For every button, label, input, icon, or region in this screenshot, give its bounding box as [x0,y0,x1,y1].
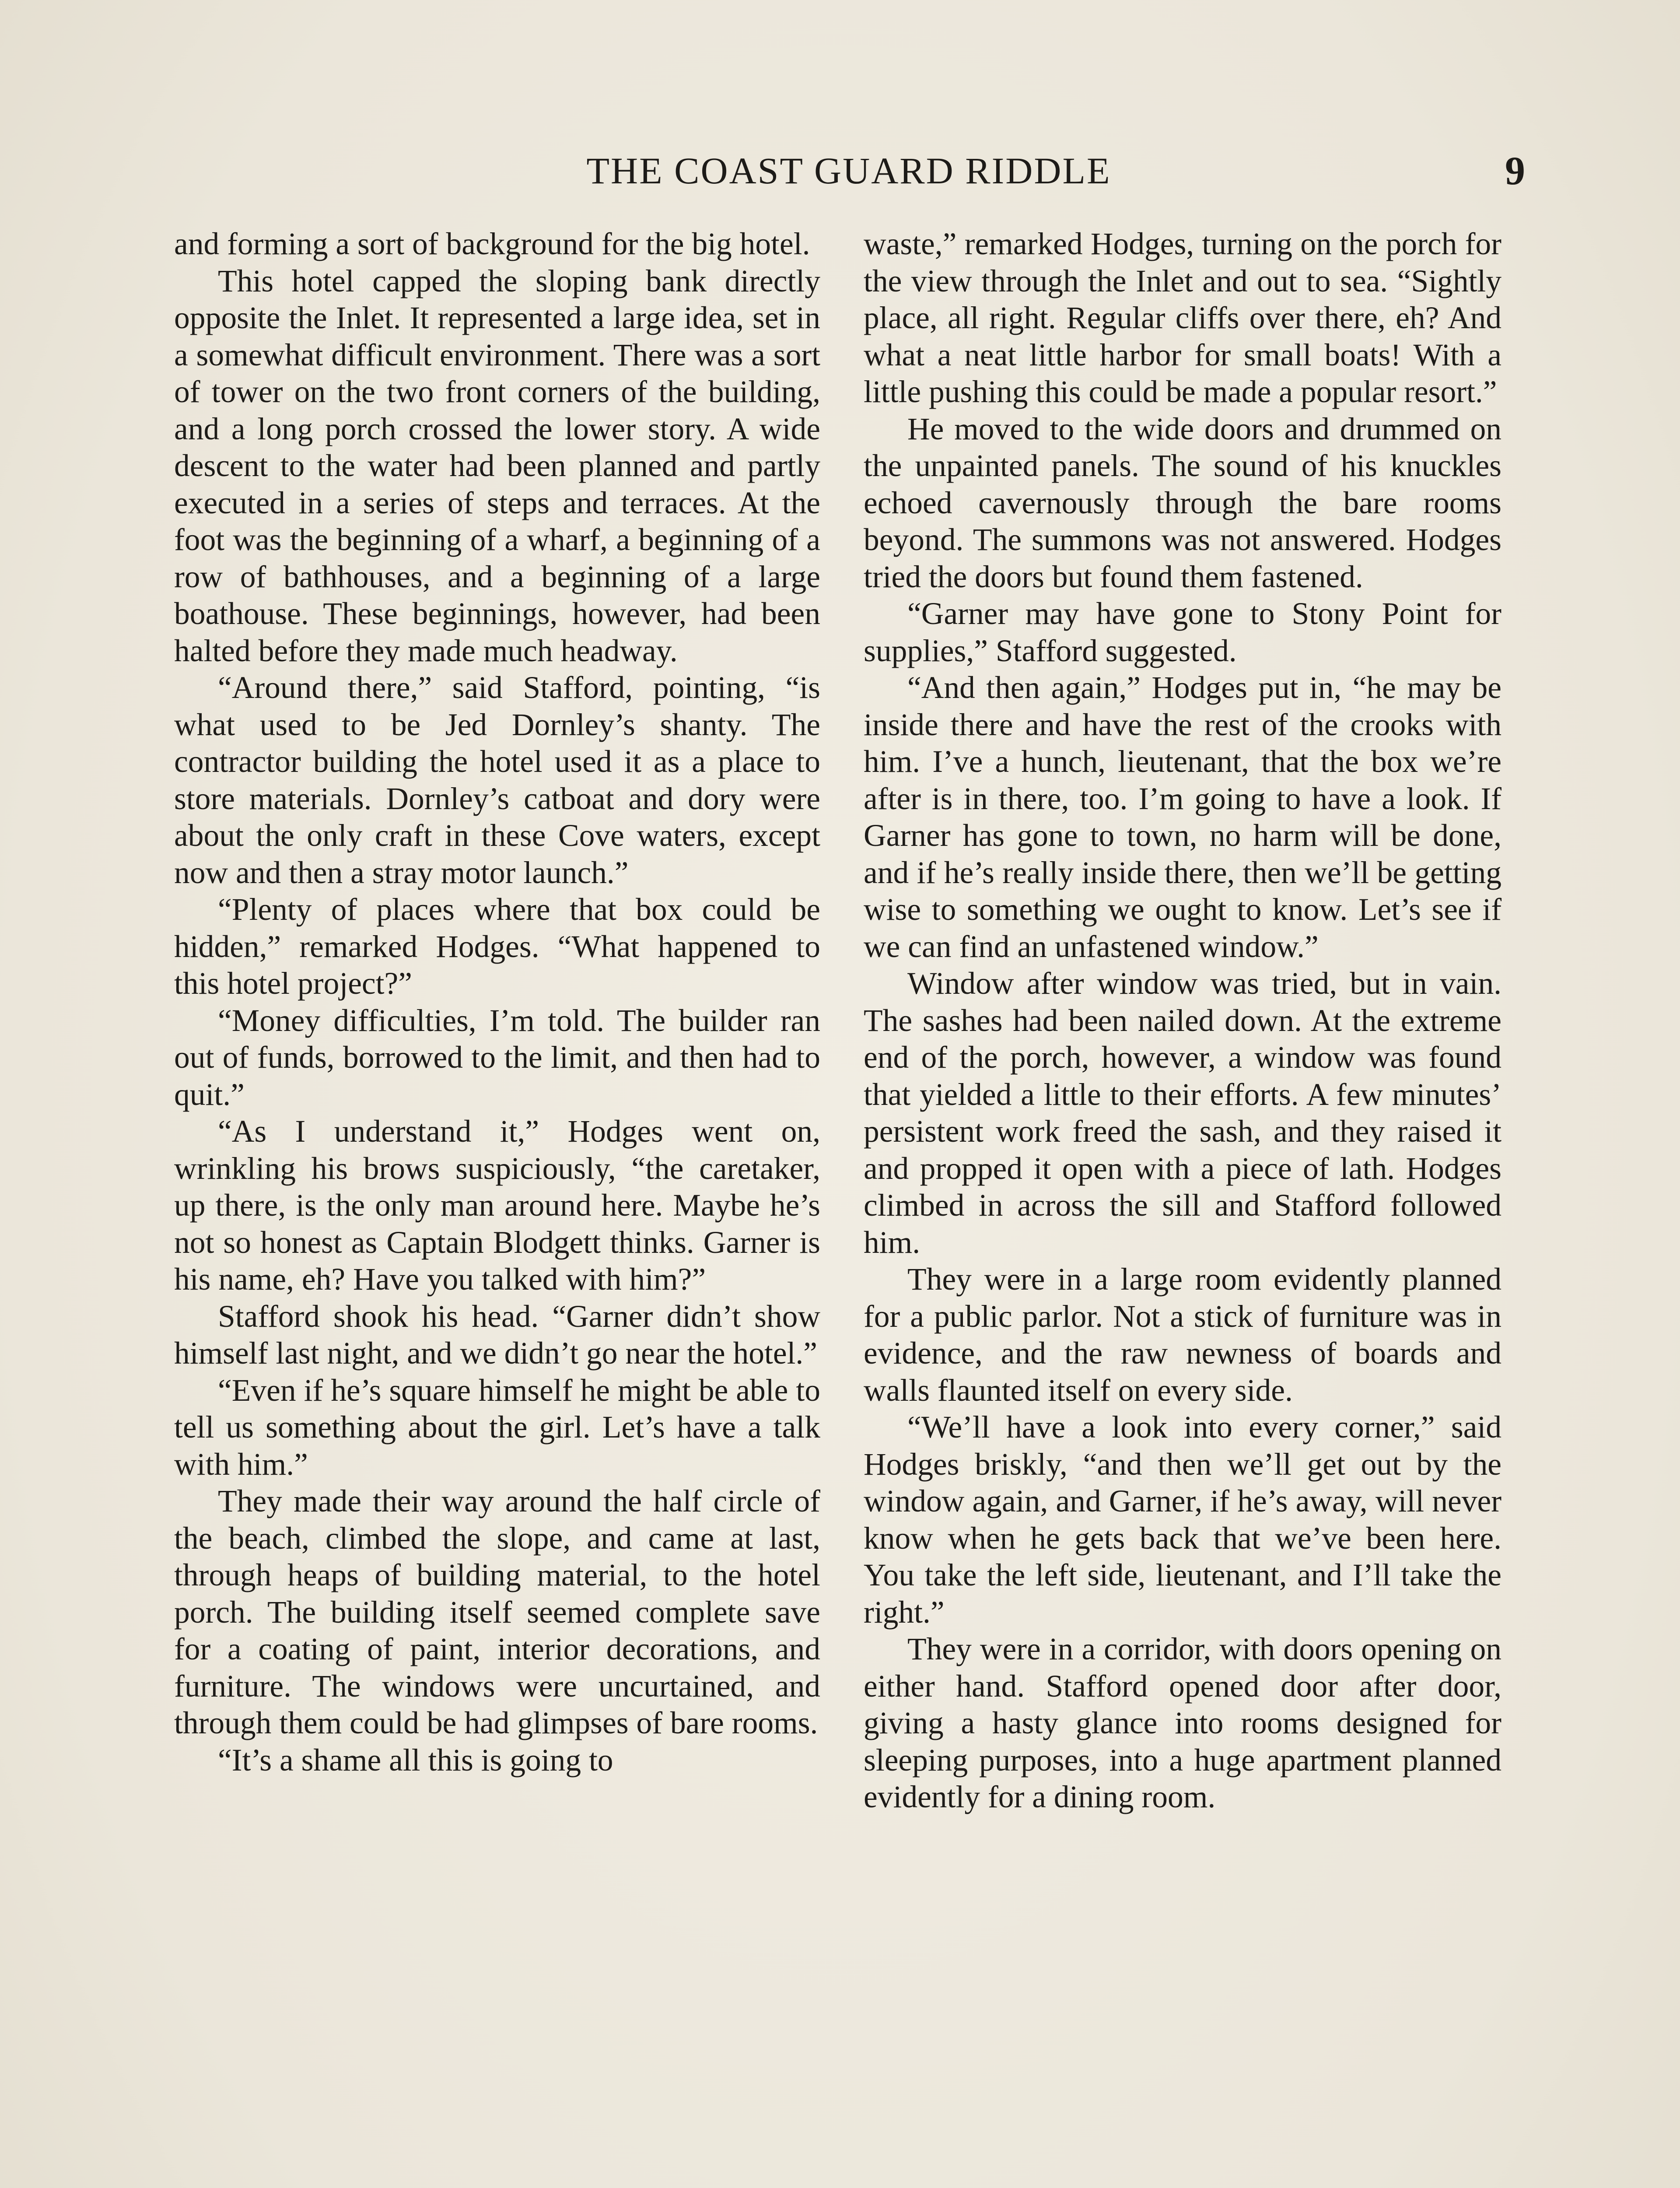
paragraph: and forming a sort of background for the big hotel. [174,227,810,261]
paragraph: They were in a corridor, with doors opening on either hand. Stafford opened door after door, giving a hasty glance into rooms designed for sleeping purposes, into a huge apartment planned evidently for a dining room. [864,1632,1502,1814]
paragraph: “We’ll have a look into every corner,” said Hodges briskly, “and then we’ll get out by the window again, and Garner, if he’s away, will never know when he gets back that we’ve been here. You take the left side, lieutenant, and I’ll take the right.” [864,1410,1502,1630]
paragraph: “Garner may have gone to Stony Point for supplies,” Stafford suggested. [864,596,1502,668]
paragraph: “As I understand it,” Hodges went on, wrinkling his brows suspiciously, “the caretaker, up there, is the only man around here. Maybe he’s not so honest as Captain Blodgett thinks. Garner is his name, eh? Have you talked with him?” [174,1114,820,1297]
paragraph: This hotel capped the sloping bank directly opposite the Inlet. It represented a large idea, set in a somewhat difficult environment. There was a sort of tower on the two front corners of the building, and a long porch crossed the lower story. A wide descent to the water had been planned and partly executed in a series of steps and terraces. At the foot was the beginning of a wharf, a beginning of a row of bathhouses, and a beginning of a large boathouse. These beginnings, however, had been halted before they made much headway. [174,263,820,668]
running-header [0,144,1680,197]
paragraph: “Even if he’s square himself he might be able to tell us something about the girl. Let’s have a talk with him.” [174,1373,820,1482]
paragraph: Stafford shook his head. “Garner didn’t show himself last night, and we didn’t go near the hotel.” [174,1299,820,1371]
text-column-right [864,226,1502,1816]
paragraph: “Around there,” said Stafford, pointing, “is what used to be Jed Dornley’s shanty. The contractor building the hotel used it as a place to store materials. Dornley’s catboat and dory were about the only craft in these Cove waters, except now and then a stray motor launch.” [174,670,820,890]
paragraph: “Money difficulties, I’m told. The builder ran out of funds, borrowed to the limit, and then had to quit.” [174,1003,820,1112]
paragraph: “It’s a shame all this is going to [218,1743,613,1778]
text-column-left [174,226,820,1779]
paragraph: Window after window was tried, but in vain. The sashes had been nailed down. At the extreme end of the porch, however, a window was found that yielded a little to their efforts. A few minutes’ persistent work freed the sash, and they raised it and propped it open with a piece of lath. Hodges climbed in across the sill and Stafford followed him. [864,966,1502,1260]
paragraph: “And then again,” Hodges put in, “he may be inside there and have the rest of the crooks with him. I’ve a hunch, lieutenant, that the box we’re after is in there, too. I’m going to have a look. If Garner has gone to town, no harm will be done, and if he’s really inside there, then we’ll be getting wise to something we ought to know. Let’s see if we can find an unfastened window.” [864,670,1502,964]
paragraph: “Plenty of places where that box could be hidden,” remarked Hodges. “What happened to this hotel project?” [174,892,820,1001]
paragraph: They made their way around the half circle of the beach, climbed the slope, and came at last, through heaps of building material, to the hotel porch. The building itself seemed complete save for a coating of paint, interior decorations, and furniture. The windows were uncurtained, and through them could be had glimpses of bare rooms. [174,1484,820,1740]
paragraph: He moved to the wide doors and drummed on the unpainted panels. The sound of his knuckles echoed cavernously through the bare rooms beyond. The summons was not answered. Hodges tried the doors but found them fastened. [864,411,1502,594]
paragraph: waste,” remarked Hodges, turning on the porch for the view through the Inlet and out to sea. “Sightly place, all right. Regular cliffs over there, eh? And what a neat little harbor for small boats! With a little pushing this could be made a popular resort.” [864,227,1502,409]
page-number: 9 [1505,148,1525,193]
paragraph: They were in a large room evidently planned for a public parlor. Not a stick of furniture was in evidence, and the raw newness of boards and walls flaunted itself on every side. [864,1262,1502,1408]
running-title: THE COAST GUARD RIDDLE [586,150,1111,192]
